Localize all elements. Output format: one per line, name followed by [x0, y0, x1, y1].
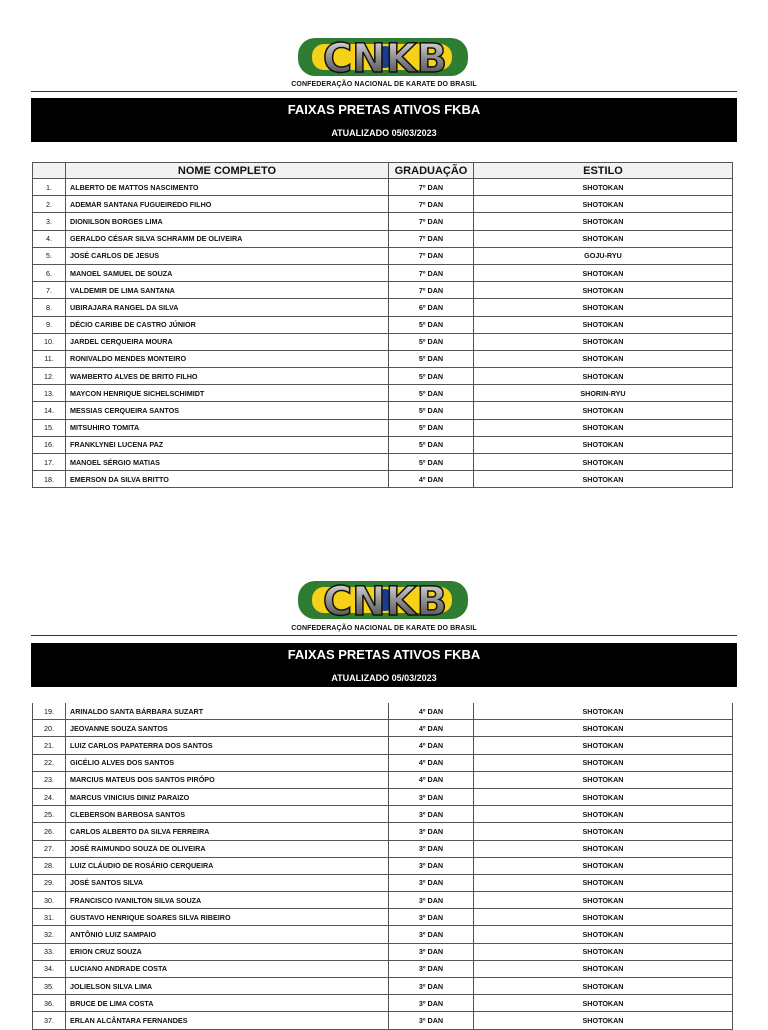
table-row — [33, 960, 733, 977]
karate-style: SHOTOKAN — [474, 960, 733, 977]
row-number: 37. — [33, 1012, 66, 1029]
member-name: GERALDO CÉSAR SILVA SCHRAMM DE OLIVEIRA — [66, 230, 389, 247]
member-name: FRANKLYNEI LUCENA PAZ — [66, 436, 389, 453]
cnkb-logo — [292, 573, 478, 631]
graduation: 7º DAN — [389, 282, 474, 299]
graduation: 3º DAN — [389, 806, 474, 823]
member-name: ERLAN ALCÂNTARA FERNANDES — [66, 1012, 389, 1029]
member-name: LUIZ CARLOS PAPATERRA DOS SANTOS — [66, 737, 389, 754]
row-number: 14. — [33, 402, 66, 419]
table-row — [33, 909, 733, 926]
karate-style: SHOTOKAN — [474, 213, 733, 230]
karate-style: SHOTOKAN — [474, 1012, 733, 1029]
table-row — [33, 943, 733, 960]
table-row — [33, 874, 733, 891]
graduation: 7º DAN — [389, 179, 474, 196]
karate-style: SHOTOKAN — [474, 857, 733, 874]
karate-style: SHOTOKAN — [474, 350, 733, 367]
graduation: 3º DAN — [389, 960, 474, 977]
table-row — [33, 703, 733, 720]
karate-style: SHOTOKAN — [474, 333, 733, 350]
member-name: JOSÉ CARLOS DE JESUS — [66, 247, 389, 264]
page-title: FAIXAS PRETAS ATIVOS FKBA — [287, 102, 481, 117]
graduation: 3º DAN — [389, 1012, 474, 1029]
karate-style: SHOTOKAN — [474, 926, 733, 943]
karate-style: SHOTOKAN — [474, 720, 733, 737]
member-name: MARCUS VINICIUS DINIZ PARAIZO — [66, 788, 389, 805]
row-number: 33. — [33, 943, 66, 960]
row-number: 26. — [33, 823, 66, 840]
graduation: 5º DAN — [389, 333, 474, 350]
karate-style: SHOTOKAN — [474, 737, 733, 754]
graduation: 6º DAN — [389, 299, 474, 316]
logo-letters: CNKB — [322, 579, 448, 625]
divider — [31, 635, 737, 636]
member-name: DIONILSON BORGES LIMA — [66, 213, 389, 230]
karate-style: SHOTOKAN — [474, 840, 733, 857]
row-number: 21. — [33, 737, 66, 754]
row-number: 12. — [33, 368, 66, 385]
table-row — [33, 806, 733, 823]
row-number: 2. — [33, 196, 66, 213]
karate-style: SHORIN-RYU — [474, 385, 733, 402]
karate-style: SHOTOKAN — [474, 179, 733, 196]
row-number: 36. — [33, 995, 66, 1012]
table-row — [33, 978, 733, 995]
row-number: 1. — [33, 179, 66, 196]
member-name: BRUCE DE LIMA COSTA — [66, 995, 389, 1012]
karate-style: SHOTOKAN — [474, 874, 733, 891]
graduation: 3º DAN — [389, 909, 474, 926]
karate-style: SHOTOKAN — [474, 892, 733, 909]
table-row — [33, 995, 733, 1012]
member-name: LUIZ CLÁUDIO DE ROSÁRIO CERQUEIRA — [66, 857, 389, 874]
row-number: 24. — [33, 788, 66, 805]
graduation: 3º DAN — [389, 857, 474, 874]
member-name: GUSTAVO HENRIQUE SOARES SILVA RIBEIRO — [66, 909, 389, 926]
karate-style: SHOTOKAN — [474, 282, 733, 299]
graduation: 7º DAN — [389, 196, 474, 213]
table-row — [33, 926, 733, 943]
karate-style: SHOTOKAN — [474, 806, 733, 823]
row-number: 34. — [33, 960, 66, 977]
member-name: ERION CRUZ SOUZA — [66, 943, 389, 960]
karate-style: SHOTOKAN — [474, 264, 733, 281]
member-name: JOSÉ SANTOS SILVA — [66, 874, 389, 891]
karate-style: SHOTOKAN — [474, 471, 733, 488]
graduation: 7º DAN — [389, 213, 474, 230]
graduation: 5º DAN — [389, 402, 474, 419]
karate-style: SHOTOKAN — [474, 943, 733, 960]
table-row — [33, 771, 733, 788]
org-name: CONFEDERAÇÃO NACIONAL DE KARATE DO BRASIL — [291, 625, 477, 632]
title-banner — [31, 643, 737, 687]
karate-style: SHOTOKAN — [474, 368, 733, 385]
karate-style: SHOTOKAN — [474, 995, 733, 1012]
member-name: EMERSON DA SILVA BRITTO — [66, 471, 389, 488]
table-row — [33, 737, 733, 754]
graduation: 5º DAN — [389, 419, 474, 436]
table-row — [33, 720, 733, 737]
row-number: 13. — [33, 385, 66, 402]
graduation: 4º DAN — [389, 737, 474, 754]
row-number: 17. — [33, 454, 66, 471]
member-name: JEOVANNE SOUZA SANTOS — [66, 720, 389, 737]
graduation: 5º DAN — [389, 368, 474, 385]
row-number: 30. — [33, 892, 66, 909]
row-number: 27. — [33, 840, 66, 857]
karate-style: SHOTOKAN — [474, 402, 733, 419]
row-number: 28. — [33, 857, 66, 874]
graduation: 4º DAN — [389, 771, 474, 788]
member-name: LUCIANO ANDRADE COSTA — [66, 960, 389, 977]
member-name: JOSÉ RAIMUNDO SOUZA DE OLIVEIRA — [66, 840, 389, 857]
row-number: 5. — [33, 247, 66, 264]
logo-letters: CNKB — [322, 36, 448, 82]
table-row — [33, 857, 733, 874]
row-number: 6. — [33, 264, 66, 281]
karate-style: SHOTOKAN — [474, 316, 733, 333]
graduation: 5º DAN — [389, 436, 474, 453]
graduation: 4º DAN — [389, 754, 474, 771]
karate-style: SHOTOKAN — [474, 909, 733, 926]
row-number: 32. — [33, 926, 66, 943]
member-name: CLEBERSON BARBOSA SANTOS — [66, 806, 389, 823]
row-number: 9. — [33, 316, 66, 333]
row-number: 16. — [33, 436, 66, 453]
graduation: 3º DAN — [389, 840, 474, 857]
member-name: JOLIELSON SILVA LIMA — [66, 978, 389, 995]
updated-date: ATUALIZADO 05/03/2023 — [331, 673, 437, 683]
header-full-name: NOME COMPLETO — [66, 163, 389, 179]
table-row — [33, 823, 733, 840]
karate-style: SHOTOKAN — [474, 230, 733, 247]
graduation: 3º DAN — [389, 978, 474, 995]
black-belts-table-continued — [32, 703, 733, 1030]
row-number: 19. — [33, 703, 66, 720]
member-name: MITSUHIRO TOMITA — [66, 419, 389, 436]
member-name: MAYCON HENRIQUE SICHELSCHIMIDT — [66, 385, 389, 402]
row-number: 7. — [33, 282, 66, 299]
graduation: 5º DAN — [389, 350, 474, 367]
graduation: 5º DAN — [389, 316, 474, 333]
karate-style: SHOTOKAN — [474, 978, 733, 995]
row-number: 29. — [33, 874, 66, 891]
member-name: FRANCISCO IVANILTON SILVA SOUZA — [66, 892, 389, 909]
karate-style: SHOTOKAN — [474, 419, 733, 436]
graduation: 3º DAN — [389, 823, 474, 840]
graduation: 4º DAN — [389, 703, 474, 720]
row-number: 18. — [33, 471, 66, 488]
row-number: 23. — [33, 771, 66, 788]
table-row — [33, 840, 733, 857]
graduation: 3º DAN — [389, 874, 474, 891]
member-name: ADEMAR SANTANA FUGUEIREDO FILHO — [66, 196, 389, 213]
graduation: 7º DAN — [389, 247, 474, 264]
karate-style: SHOTOKAN — [474, 196, 733, 213]
table-row — [33, 1012, 733, 1029]
row-number: 11. — [33, 350, 66, 367]
karate-style: SHOTOKAN — [474, 454, 733, 471]
member-name: MANOEL SAMUEL DE SOUZA — [66, 264, 389, 281]
member-name: VALDEMIR DE LIMA SANTANA — [66, 282, 389, 299]
member-name: CARLOS ALBERTO DA SILVA FERREIRA — [66, 823, 389, 840]
table-row — [33, 788, 733, 805]
graduation: 7º DAN — [389, 264, 474, 281]
karate-style: SHOTOKAN — [474, 299, 733, 316]
member-name: DÉCIO CARIBE DE CASTRO JÚNIOR — [66, 316, 389, 333]
row-number: 3. — [33, 213, 66, 230]
graduation: 5º DAN — [389, 454, 474, 471]
table-row — [33, 754, 733, 771]
member-name: ARINALDO SANTA BÁRBARA SUZART — [66, 703, 389, 720]
member-name: GICÉLIO ALVES DOS SANTOS — [66, 754, 389, 771]
graduation: 5º DAN — [389, 385, 474, 402]
graduation: 3º DAN — [389, 926, 474, 943]
karate-style: SHOTOKAN — [474, 788, 733, 805]
member-name: WAMBERTO ALVES DE BRITO FILHO — [66, 368, 389, 385]
karate-style: SHOTOKAN — [474, 754, 733, 771]
graduation: 7º DAN — [389, 230, 474, 247]
karate-style: SHOTOKAN — [474, 436, 733, 453]
member-name: ALBERTO DE MATTOS NASCIMENTO — [66, 179, 389, 196]
updated-date: ATUALIZADO 05/03/2023 — [331, 128, 437, 138]
graduation: 3º DAN — [389, 943, 474, 960]
member-name: RONIVALDO MENDES MONTEIRO — [66, 350, 389, 367]
page-title: FAIXAS PRETAS ATIVOS FKBA — [287, 647, 481, 662]
member-name: ANTÔNIO LUIZ SAMPAIO — [66, 926, 389, 943]
member-name: MESSIAS CERQUEIRA SANTOS — [66, 402, 389, 419]
header-graduation: GRADUAÇÃO — [389, 163, 474, 179]
row-number: 22. — [33, 754, 66, 771]
header-style: ESTILO — [474, 163, 733, 179]
row-number: 25. — [33, 806, 66, 823]
graduation: 3º DAN — [389, 892, 474, 909]
karate-style: SHOTOKAN — [474, 823, 733, 840]
row-number: 8. — [33, 299, 66, 316]
org-name: CONFEDERAÇÃO NACIONAL DE KARATE DO BRASIL — [291, 81, 477, 88]
graduation: 3º DAN — [389, 995, 474, 1012]
member-name: UBIRAJARA RANGEL DA SILVA — [66, 299, 389, 316]
graduation: 4º DAN — [389, 471, 474, 488]
karate-style: GOJU-RYU — [474, 247, 733, 264]
row-number: 20. — [33, 720, 66, 737]
row-number: 4. — [33, 230, 66, 247]
karate-style: SHOTOKAN — [474, 703, 733, 720]
table-row — [33, 892, 733, 909]
row-number: 35. — [33, 978, 66, 995]
row-number: 31. — [33, 909, 66, 926]
member-name: JARDEL CERQUEIRA MOURA — [66, 333, 389, 350]
row-number: 10. — [33, 333, 66, 350]
member-name: MANOEL SÉRGIO MATIAS — [66, 454, 389, 471]
member-name: MARCIUS MATEUS DOS SANTOS PIRÓPO — [66, 771, 389, 788]
graduation: 3º DAN — [389, 788, 474, 805]
karate-style: SHOTOKAN — [474, 771, 733, 788]
row-number: 15. — [33, 419, 66, 436]
graduation: 4º DAN — [389, 720, 474, 737]
